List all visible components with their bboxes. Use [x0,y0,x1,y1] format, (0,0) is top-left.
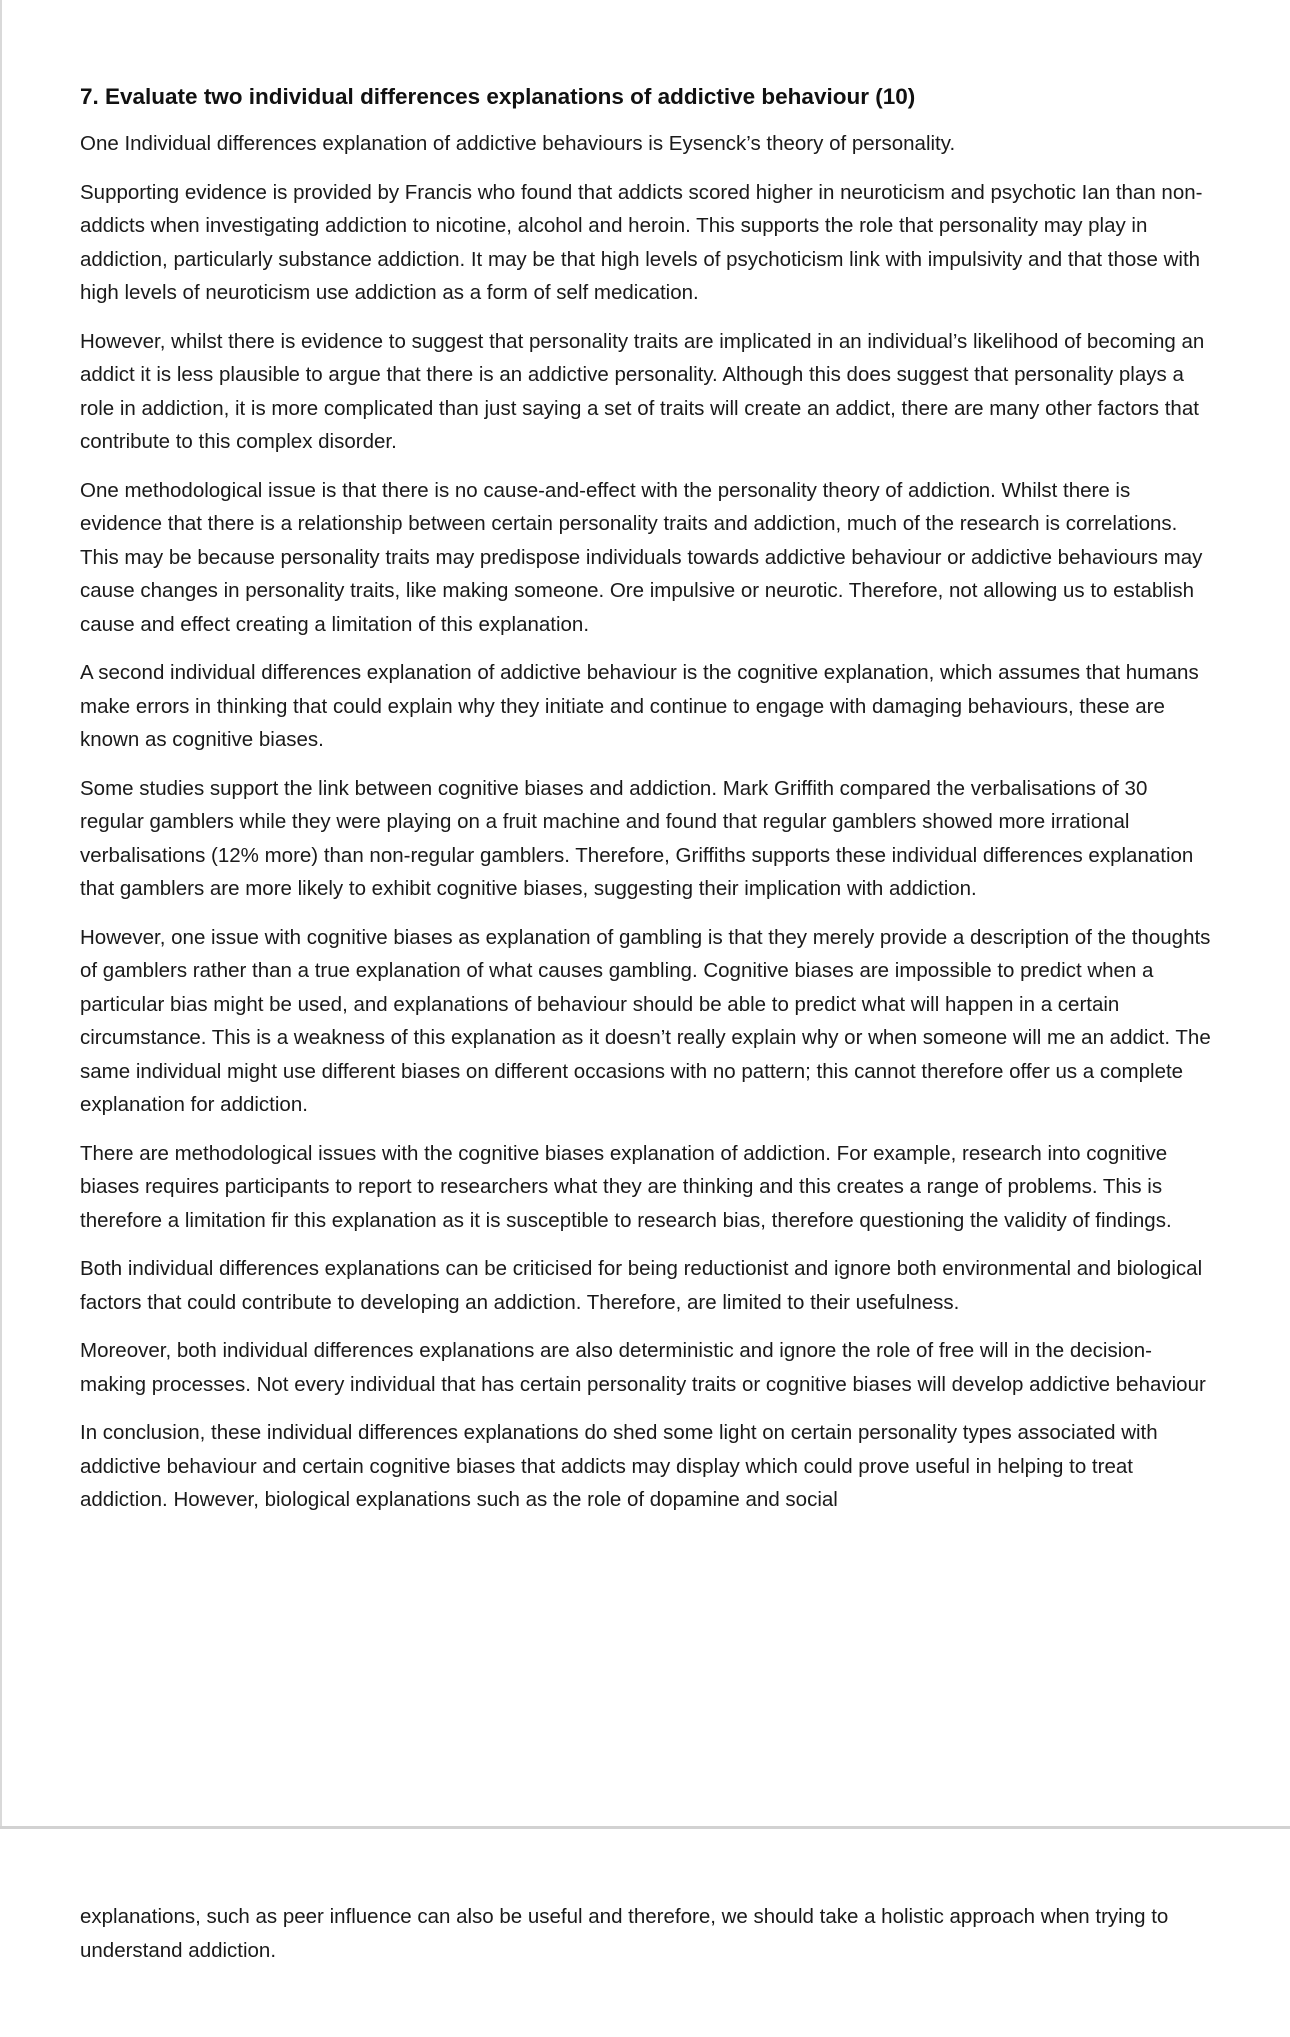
paragraph-4: One methodological issue is that there is no cause-and-effect with the personality theory of addiction. Whilst there is evidence that there is a relationship between certain personality traits and addiction, much of the research is correlations. This may be because personality traits may predispose individuals towards addictive behaviour or addictive behaviours may cause changes in personality traits, like making someone. Ore impulsive or neurotic. Therefore, not allowing us to establish cause and effect creating a limitation of this explanation. [80,478,1203,636]
paragraph-1: One Individual differences explanation of addictive behaviours is Eysenck’s theory of personality. [80,132,956,155]
paragraph-continuation: explanations, such as peer influence can also be useful and therefore, we should take a holistic approach when trying to understand addiction. [80,1905,1169,1962]
paragraph-8: There are methodological issues with the cognitive biases explanation of addiction. For example, research into cognitive biases requires participants to report to researchers what they are thinking and this creates a range of problems. This is therefore a limitation fir this explanation as it is susceptible to research bias, therefore questioning the validity of findings. [80,1141,1172,1232]
paragraph-5: A second individual differences explanation of addictive behaviour is the cognitive explanation, which assumes that humans make errors in thinking that could explain why they initiate and continue to engage with damaging behaviours, these are known as cognitive biases. [80,661,1199,751]
page-break-divider [0,1826,1290,1829]
page-2-content [80,1900,1215,1982]
paragraph-9: Both individual differences explanations can be criticised for being reductionist and ignore both environmental and biological factors that could contribute to developing an addiction. Therefore, are limited to their usefulness. [80,1257,1203,1314]
paragraph-3: However, whilst there is evidence to suggest that personality traits are implicated in an individual’s likelihood of becoming an addict it is less plausible to argue that there is an addictive personality. Although this does suggest that personality plays a role in addiction, it is more complicated than just saying a set of traits will create an addict, there are many other factors that contribute to this complex disorder. [80,329,1205,453]
paragraph-2: Supporting evidence is provided by Francis who found that addicts scored higher in neuroticism and psychotic Ian than non-addicts when investigating addiction to nicotine, alcohol and heroin. This supports the role that personality may play in addiction, particularly substance addiction. It may be that high levels of psychoticism link with impulsivity and that those with high levels of neuroticism use addiction as a form of self medication. [80,180,1203,304]
page-1-content [80,81,1215,1532]
paragraph-10: Moreover, both individual differences explanations are also deterministic and ignore the role of free will in the decision-making processes. Not every individual that has certain personality traits or cognitive biases will develop addictive behaviour [80,1339,1206,1396]
paragraph-11: In conclusion, these individual differences explanations do shed some light on certain personality types associated with addictive behaviour and certain cognitive biases that addicts may display which could prove useful in helping to treat addiction. However, biological explanations such as the role of dopamine and social [80,1421,1158,1511]
paragraph-6: Some studies support the link between cognitive biases and addiction. Mark Griffith compared the verbalisations of 30 regular gamblers while they were playing on a fruit machine and found that regular gamblers showed more irrational verbalisations (12% more) than non-regular gamblers. Therefore, Griffiths supports these individual differences explanation that gamblers are more likely to exhibit cognitive biases, suggesting their implication with addiction. [80,776,1194,900]
paragraph-7: However, one issue with cognitive biases as explanation of gambling is that they merely provide a description of the thoughts of gamblers rather than a true explanation of what causes gambling. Cognitive biases are impossible to predict when a particular bias might be used, and explanations of behaviour should be able to predict what will happen in a certain circumstance. This is a weakness of this explanation as it doesn’t really explain why or when someone will me an addict. The same individual might use different biases on different occasions with no pattern; this cannot therefore offer us a complete explanation for addiction. [80,925,1211,1116]
question-heading: 7. Evaluate two individual differences explanations of addictive behaviour (10) [80,84,916,109]
page-left-border [0,0,2,1828]
